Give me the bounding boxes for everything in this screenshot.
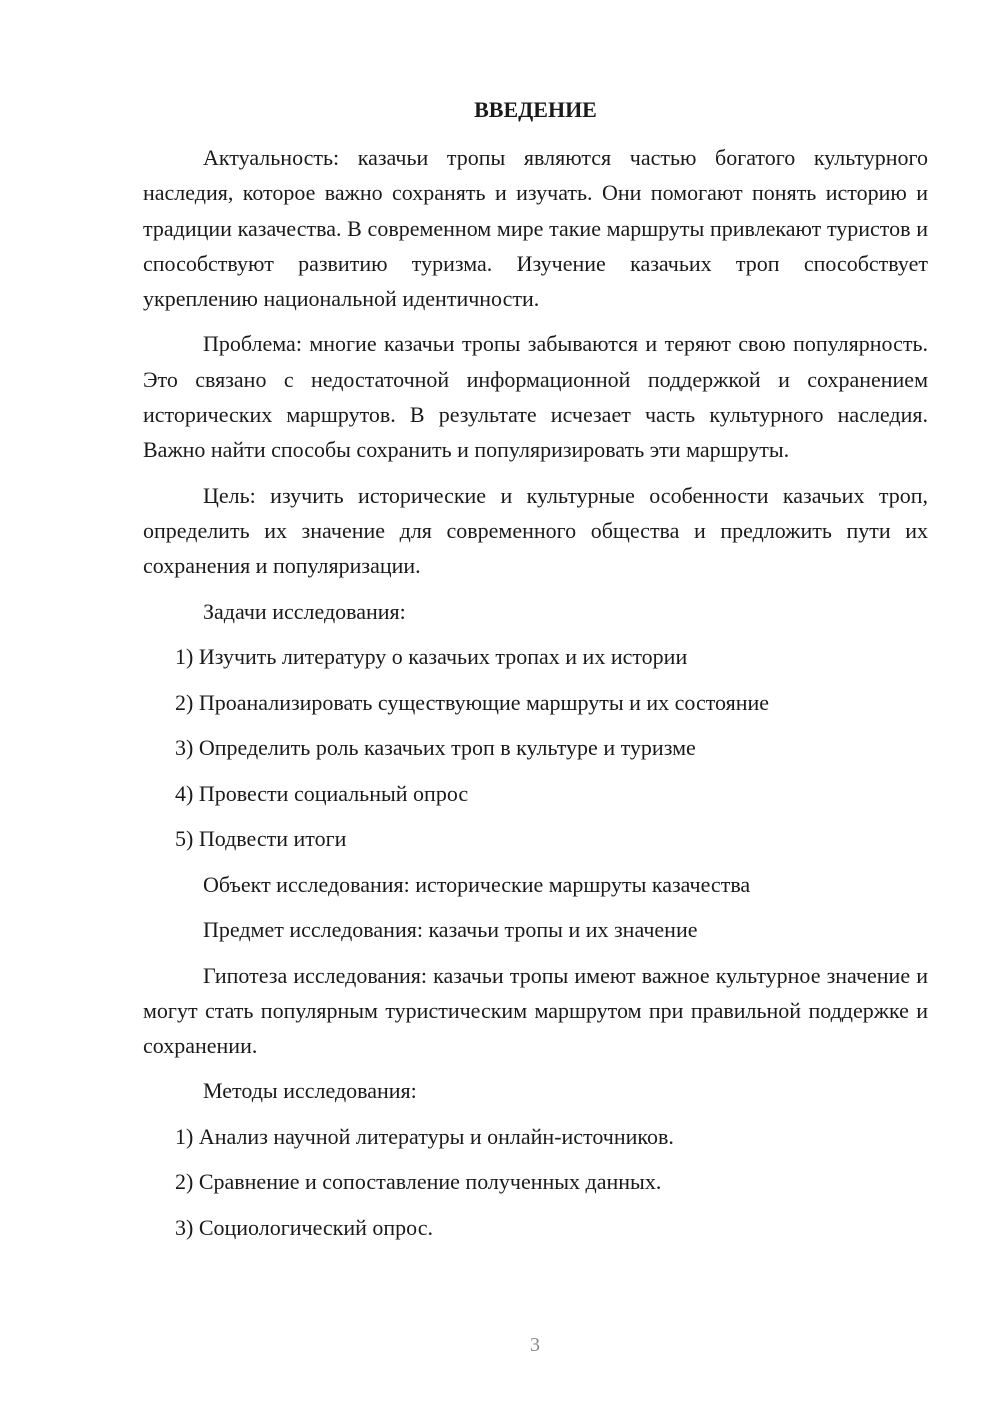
task-item: 5) Подвести итоги xyxy=(175,826,347,852)
task-item: 3) Определить роль казачьих троп в культуре и туризме xyxy=(175,735,696,761)
page-number: 3 xyxy=(530,1334,540,1356)
method-item: 3) Социологический опрос. xyxy=(175,1214,433,1240)
task-item: 2) Проанализировать существующие маршруты и их состояние xyxy=(175,689,770,715)
section-title: ВВЕДЕНИЕ xyxy=(474,97,597,122)
tasks-heading: Задачи исследования: xyxy=(203,598,406,624)
method-item: 2) Сравнение и сопоставление полученных данных. xyxy=(175,1169,662,1195)
methods-heading: Методы исследования: xyxy=(203,1078,417,1104)
research-object: Объект исследования: исторические маршруты казачества xyxy=(203,871,751,897)
document-body xyxy=(143,92,928,1255)
hypothesis-paragraph: Гипотеза исследования: казачьи тропы имеют важное культурное значение и могут стать популярным туристическим маршрутом при правильной поддержке и сохранении. xyxy=(143,962,928,1059)
task-item: 4) Провести социальный опрос xyxy=(175,780,469,806)
task-item: 1) Изучить литературу о казачьих тропах и их истории xyxy=(175,644,688,670)
relevance-paragraph: Актуальность: казачьи тропы являются частью богатого культурного наследия, которое важно сохранять и изучать. Они помогают понять историю и традиции казачества. В современном мире такие маршруты привлекают туристов и способствуют развитию туризма. Изучение казачьих троп способствует укреплению национальной идентичности. xyxy=(143,145,928,312)
problem-paragraph: Проблема: многие казачьи тропы забываются и теряют свою популярность. Это связано с недостаточной информационной поддержкой и сохранением исторических маршрутов. В результате исчезает часть культурного наследия. Важно найти способы сохранить и популяризировать эти маршруты. xyxy=(143,331,928,463)
goal-paragraph: Цель: изучить исторические и культурные особенности казачьих троп, определить их значение для современного общества и предложить пути их сохранения и популяризации. xyxy=(143,482,928,579)
research-subject: Предмет исследования: казачьи тропы и их значение xyxy=(203,917,698,943)
method-item: 1) Анализ научной литературы и онлайн-источников. xyxy=(175,1123,674,1149)
